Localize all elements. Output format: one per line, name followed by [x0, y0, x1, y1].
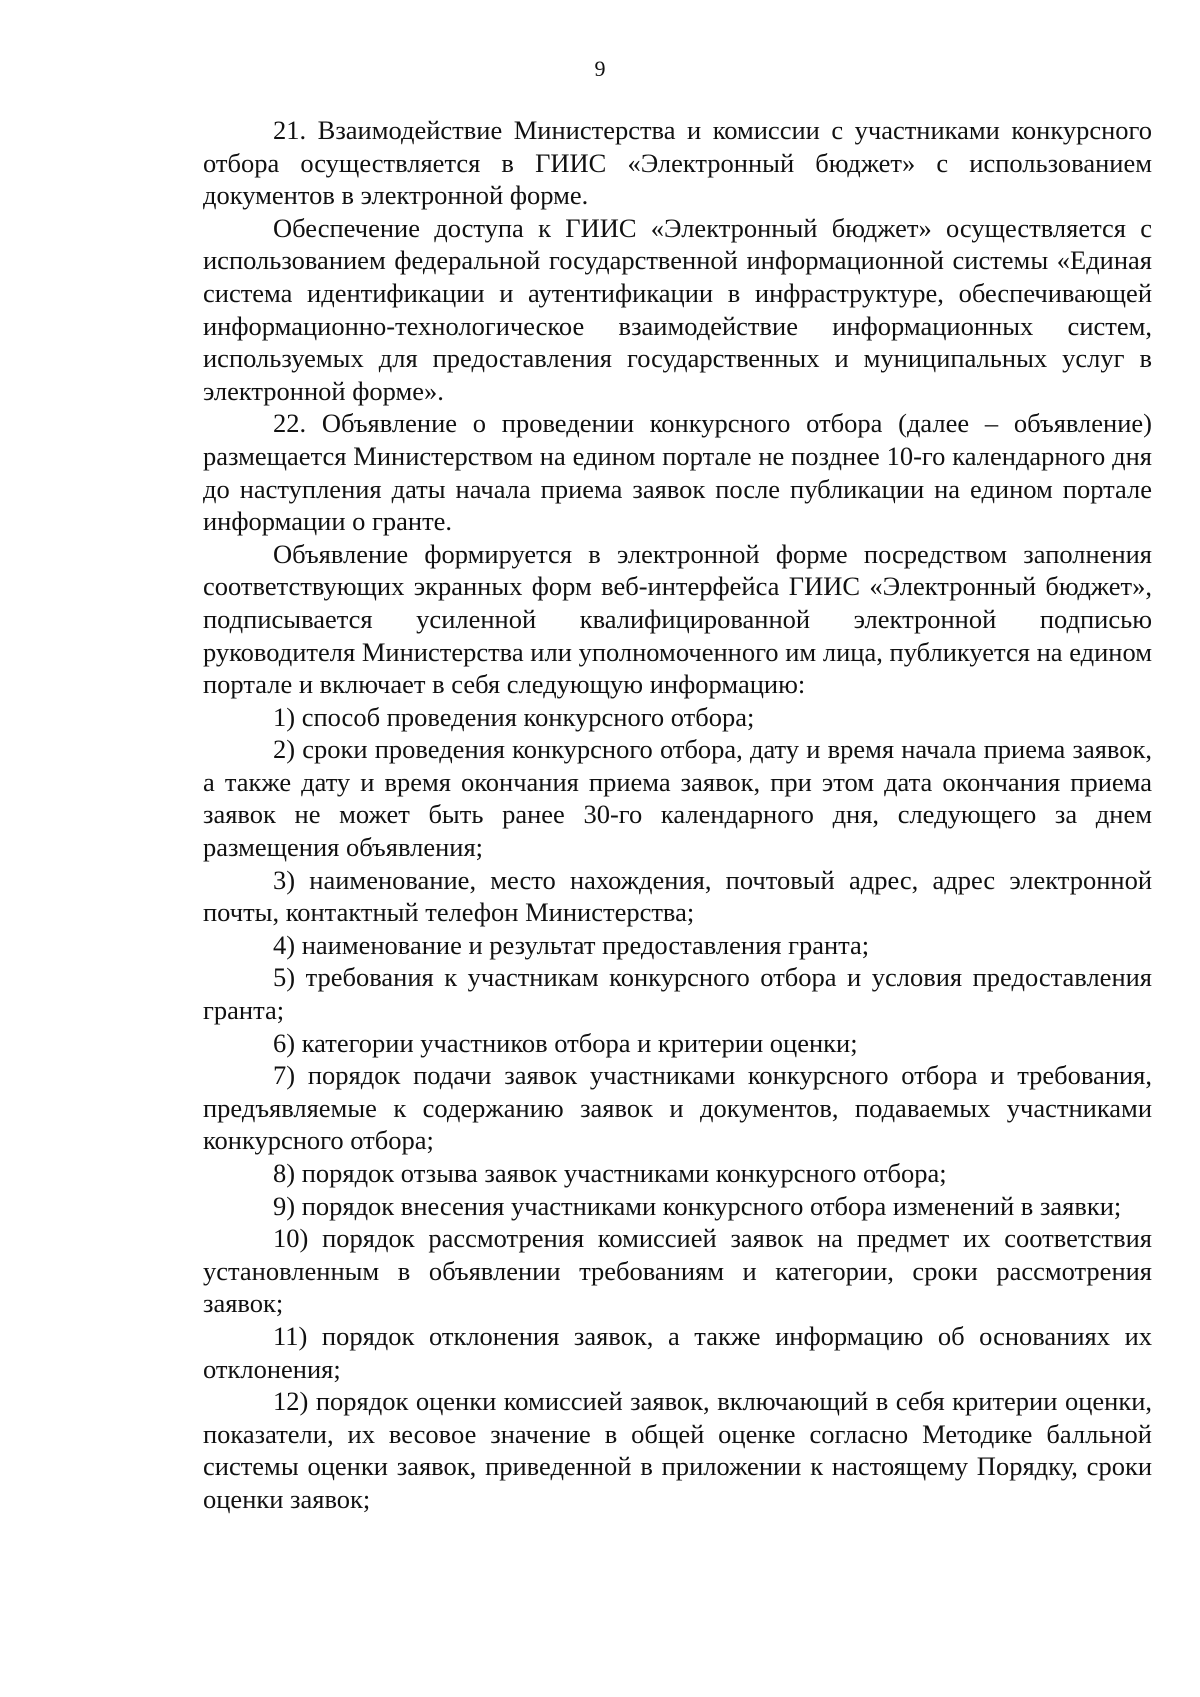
paragraph-access: Обеспечение доступа к ГИИС «Электронный бюджет» осуществляется с использованием федеральной государственной информационной системы «Единая система идентификации и аутентификации в инфраструктуре, обеспечивающей информационно-технологическое взаимодействие информационных систем, используемых для предоставления государственных и муниципальных услуг в электронной форме».: [203, 212, 1152, 406]
list-item-3: 3) наименование, место нахождения, почтовый адрес, адрес электронной почты, контактный телефон Министерства;: [203, 864, 1152, 928]
document-body: [203, 114, 1152, 1516]
page-number: 9: [594, 56, 606, 81]
list-item-12: 12) порядок оценки комиссией заявок, включающий в себя критерии оценки, показатели, их весовое значение в общей оценке согласно Методике балльной системы оценки заявок, приведенной в приложении к настоящему Порядку, сроки оценки заявок;: [203, 1386, 1152, 1514]
list-item-6: 6) категории участников отбора и критерии оценки;: [273, 1027, 858, 1058]
list-item-7: 7) порядок подачи заявок участниками конкурсного отбора и требования, предъявляемые к содержанию заявок и документов, подаваемых участниками конкурсного отбора;: [203, 1060, 1152, 1156]
list-item-10: 10) порядок рассмотрения комиссией заявок на предмет их соответствия установленным в объявлении требованиям и категории, сроки рассмотрения заявок;: [203, 1223, 1152, 1319]
list-item-11: 11) порядок отклонения заявок, а также информацию об основаниях их отклонения;: [203, 1320, 1152, 1384]
list-item-5: 5) требования к участникам конкурсного отбора и условия предоставления гранта;: [203, 962, 1152, 1026]
paragraph-22: 22. Объявление о проведении конкурсного отбора (далее – объявление) размещается Министерством на едином портале не позднее 10-го календарного дня до наступления даты начала приема заявок после публикации на едином портале информации о гранте.: [203, 408, 1152, 537]
paragraph-announcement: Объявление формируется в электронной форме посредством заполнения соответствующих экранных форм веб-интерфейса ГИИС «Электронный бюджет», подписывается усиленной квалифицированной электронной подписью руководителя Министерства или уполномоченного им лица, публикуется на едином портале и включает в себя следующую информацию:: [203, 538, 1152, 700]
paragraph-21: 21. Взаимодействие Министерства и комиссии с участниками конкурсного отбора осуществляется в ГИИС «Электронный бюджет» с использованием документов в электронной форме.: [203, 115, 1152, 211]
list-item-8: 8) порядок отзыва заявок участниками конкурсного отбора;: [273, 1158, 947, 1188]
list-item-1: 1) способ проведения конкурсного отбора;: [273, 701, 755, 732]
list-item-2: 2) сроки проведения конкурсного отбора, дату и время начала приема заявок, а также дату и время окончания приема заявок, при этом дата окончания приема заявок не может быть ранее 30-го календарного дня, следующего за днем размещения объявления;: [203, 734, 1152, 863]
list-item-4: 4) наименование и результат предоставления гранта;: [273, 929, 870, 960]
list-item-9: 9) порядок внесения участниками конкурсного отбора изменений в заявки;: [273, 1190, 1122, 1221]
